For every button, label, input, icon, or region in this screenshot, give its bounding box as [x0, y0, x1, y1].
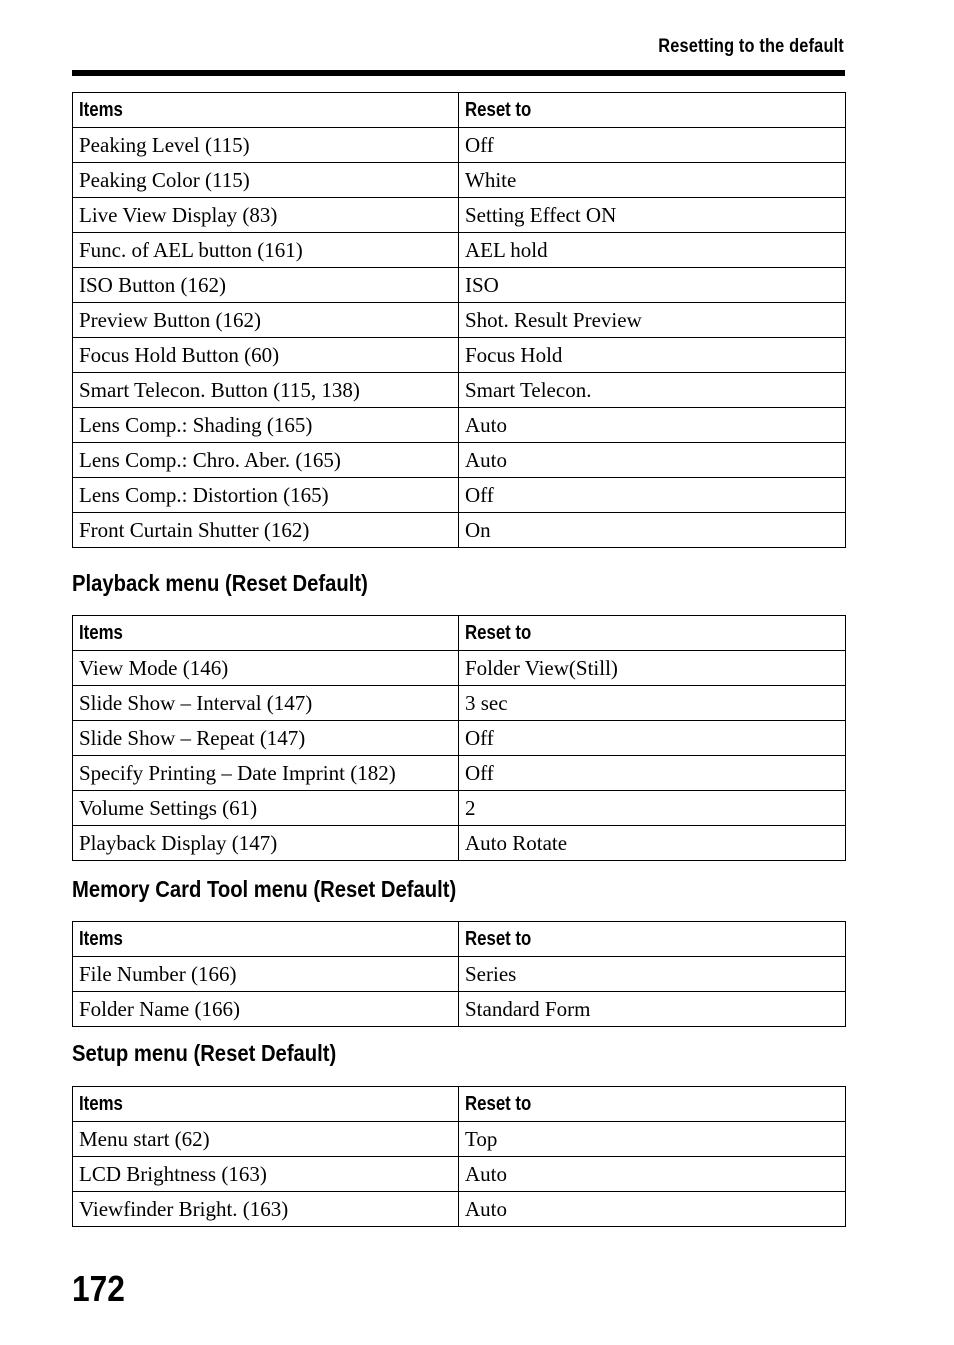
reset-value-cell: Off — [459, 756, 846, 791]
item-cell: Playback Display (147) — [73, 826, 459, 861]
memory-card-reset-table — [72, 921, 846, 1027]
table-row — [73, 957, 846, 992]
reset-value-cell: Auto — [459, 1192, 846, 1227]
table-row — [73, 651, 846, 686]
item-cell: Volume Settings (61) — [73, 791, 459, 826]
item-cell: Viewfinder Bright. (163) — [73, 1192, 459, 1227]
item-cell: Focus Hold Button (60) — [73, 338, 459, 373]
reset-value-cell: AEL hold — [459, 233, 846, 268]
page-number: 172 — [72, 1268, 125, 1309]
items-column-header — [73, 1087, 459, 1122]
reset-to-column-header — [459, 93, 846, 128]
reset-value-cell: Auto Rotate — [459, 826, 846, 861]
memory-card-tool-menu-heading: Memory Card Tool menu (Reset Default) — [72, 876, 457, 902]
reset-value-cell: Folder View(Still) — [459, 651, 846, 686]
item-cell: Peaking Color (115) — [73, 163, 459, 198]
item-cell: Front Curtain Shutter (162) — [73, 513, 459, 548]
table-row — [73, 1157, 846, 1192]
reset-to-header-label: Reset to — [465, 927, 532, 950]
items-header-label: Items — [79, 927, 123, 950]
setup-reset-table — [72, 1086, 846, 1227]
reset-value-cell: White — [459, 163, 846, 198]
table-row — [73, 791, 846, 826]
reset-value-cell: Series — [459, 957, 846, 992]
running-header-title: Resetting to the default — [658, 36, 844, 57]
table-row — [73, 443, 846, 478]
item-cell: Lens Comp.: Chro. Aber. (165) — [73, 443, 459, 478]
items-header-label: Items — [79, 98, 123, 121]
item-cell: Smart Telecon. Button (115, 138) — [73, 373, 459, 408]
item-cell: Live View Display (83) — [73, 198, 459, 233]
items-header-label: Items — [79, 1092, 123, 1115]
items-header-label: Items — [79, 621, 123, 644]
reset-value-cell: Setting Effect ON — [459, 198, 846, 233]
table-row — [73, 992, 846, 1027]
table-row — [73, 338, 846, 373]
reset-value-cell: Shot. Result Preview — [459, 303, 846, 338]
item-cell: Slide Show – Repeat (147) — [73, 721, 459, 756]
reset-value-cell: Top — [459, 1122, 846, 1157]
table-row — [73, 1122, 846, 1157]
reset-value-cell: ISO — [459, 268, 846, 303]
item-cell: Preview Button (162) — [73, 303, 459, 338]
reset-value-cell: Focus Hold — [459, 338, 846, 373]
table-row — [73, 268, 846, 303]
playback-reset-table — [72, 615, 846, 861]
reset-to-column-header — [459, 1087, 846, 1122]
reset-value-cell: 2 — [459, 791, 846, 826]
table-row — [73, 233, 846, 268]
table-row — [73, 303, 846, 338]
table-row — [73, 128, 846, 163]
item-cell: Peaking Level (115) — [73, 128, 459, 163]
reset-value-cell: On — [459, 513, 846, 548]
item-cell: ISO Button (162) — [73, 268, 459, 303]
item-cell: Slide Show – Interval (147) — [73, 686, 459, 721]
table-row — [73, 686, 846, 721]
reset-to-header-label: Reset to — [465, 621, 532, 644]
reset-value-cell: Standard Form — [459, 992, 846, 1027]
table-header-row — [73, 922, 846, 957]
table-row — [73, 478, 846, 513]
item-cell: Menu start (62) — [73, 1122, 459, 1157]
table-header-row — [73, 616, 846, 651]
reset-value-cell: Off — [459, 478, 846, 513]
item-cell: Func. of AEL button (161) — [73, 233, 459, 268]
header-rule — [72, 70, 845, 76]
reset-to-header-label: Reset to — [465, 1092, 532, 1115]
reset-to-header-label: Reset to — [465, 98, 532, 121]
table-row — [73, 373, 846, 408]
table-row — [73, 1192, 846, 1227]
reset-value-cell: Auto — [459, 408, 846, 443]
reset-value-cell: 3 sec — [459, 686, 846, 721]
setup-menu-heading: Setup menu (Reset Default) — [72, 1040, 337, 1066]
reset-value-cell: Off — [459, 721, 846, 756]
reset-value-cell: Smart Telecon. — [459, 373, 846, 408]
reset-to-column-header — [459, 616, 846, 651]
item-cell: Lens Comp.: Shading (165) — [73, 408, 459, 443]
table-row — [73, 721, 846, 756]
item-cell: File Number (166) — [73, 957, 459, 992]
items-column-header — [73, 922, 459, 957]
reset-value-cell: Off — [459, 128, 846, 163]
shooting-reset-table — [72, 92, 846, 548]
table-row — [73, 163, 846, 198]
table-row — [73, 513, 846, 548]
reset-to-column-header — [459, 922, 846, 957]
table-row — [73, 408, 846, 443]
item-cell: View Mode (146) — [73, 651, 459, 686]
items-column-header — [73, 93, 459, 128]
table-header-row — [73, 93, 846, 128]
playback-menu-heading: Playback menu (Reset Default) — [72, 570, 368, 596]
reset-value-cell: Auto — [459, 1157, 846, 1192]
item-cell: LCD Brightness (163) — [73, 1157, 459, 1192]
table-row — [73, 198, 846, 233]
items-column-header — [73, 616, 459, 651]
table-row — [73, 756, 846, 791]
item-cell: Lens Comp.: Distortion (165) — [73, 478, 459, 513]
item-cell: Specify Printing – Date Imprint (182) — [73, 756, 459, 791]
table-row — [73, 826, 846, 861]
item-cell: Folder Name (166) — [73, 992, 459, 1027]
table-header-row — [73, 1087, 846, 1122]
reset-value-cell: Auto — [459, 443, 846, 478]
